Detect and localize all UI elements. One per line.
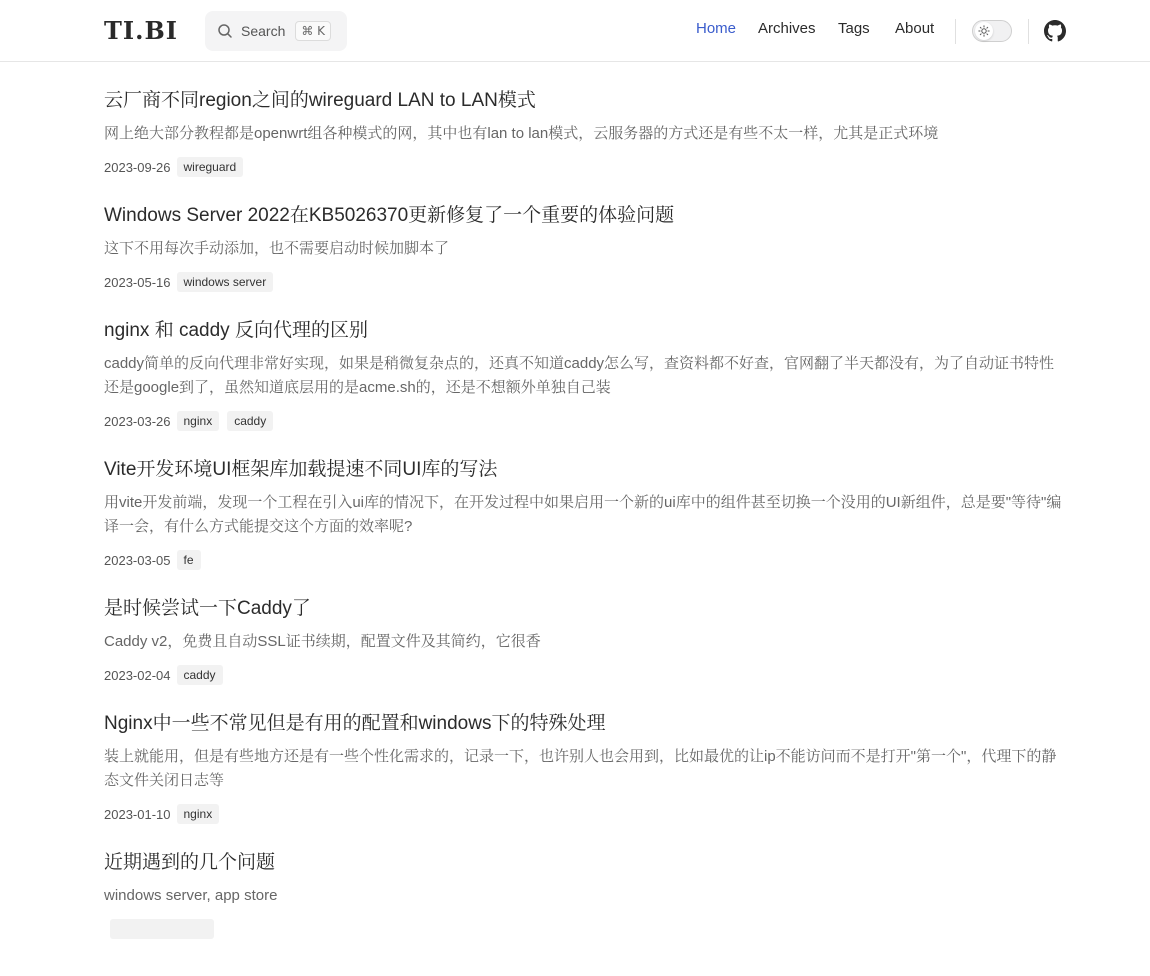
post-item [104,318,1066,432]
post-description: 这下不用每次手动添加，也不需要启动时候加脚本了 [104,240,450,257]
post-meta [104,156,1066,178]
post-tag[interactable]: windows server [177,272,274,292]
post-item [104,457,1066,571]
post-date: 2023-05-16 [104,274,171,290]
post-item [104,711,1066,825]
post-meta [104,664,1066,686]
post-date: 2023-01-10 [104,806,171,822]
post-description: 装上就能用，但是有些地方还是有一些个性化需求的，记录一下，也许别人也会用到，比如最优的让ip不能访问而不是打开"第一个"，代理下的静态文件关闭日志等 [104,748,1057,789]
post-list [104,88,1066,940]
search-shortcut: ⌘ K [295,21,331,41]
post-title[interactable]: Vite开发环境UI框架库加载提速不同UI库的写法 [104,459,498,480]
post-tag[interactable]: wireguard [177,157,244,177]
post-meta [104,803,1066,825]
post-date: 2023-02-04 [104,667,171,683]
post-title[interactable]: Nginx中一些不常见但是有用的配置和windows下的特殊处理 [104,713,606,734]
github-icon[interactable] [1044,20,1066,42]
sun-icon [975,22,993,40]
post-description: Caddy v2，免费且自动SSL证书续期，配置文件及其简约，它很香 [104,633,541,650]
post-description: caddy简单的反向代理非常好实现，如果是稍微复杂点的，还真不知道caddy怎么写，查资料都不好查，官网翻了半天都没有，为了自动证书特性还是google到了，虽然知道底层用的是acme.sh的，还是不想额外单独自己装 [104,355,1055,396]
post-date: 2023-03-26 [104,413,171,429]
post-tag[interactable]: nginx [177,804,220,824]
post-item [104,596,1066,686]
post-title[interactable]: 云厂商不同region之间的wireguard LAN to LAN模式 [104,90,536,111]
post-tag[interactable]: caddy [227,411,273,431]
post-tag[interactable]: fe [177,550,201,570]
nav-home[interactable]: Home [696,20,737,37]
post-date: 2023-03-05 [104,552,171,568]
nav-divider [1028,19,1029,44]
post-item [104,88,1066,178]
post-item [104,850,1066,940]
post-description: 网上绝大部分教程都是openwrt组各种模式的网，其中也有lan to lan模式，云服务器的方式还是有些不太一样，尤其是正式环境 [104,125,939,142]
search-label: Search [241,23,286,39]
post-meta [104,549,1066,571]
post-tag[interactable]: caddy [177,665,223,685]
post-description: windows server, app store [104,887,278,904]
post-meta [104,410,1066,432]
site-header [0,0,1150,62]
post-item [104,203,1066,293]
nav-tags[interactable]: Tags [838,20,870,37]
post-title[interactable]: Windows Server 2022在KB5026370更新修复了一个重要的体验问题 [104,205,675,226]
post-tag[interactable] [110,919,214,939]
post-meta [104,271,1066,293]
post-tag[interactable]: nginx [177,411,220,431]
post-date: 2023-09-26 [104,159,171,175]
post-description: 用vite开发前端，发现一个工程在引入ui库的情况下，在开发过程中如果启用一个新的ui库中的组件甚至切换一个没用的UI新组件，总是要"等待"编译一会，有什么方式能提交这个方面的效率呢? [104,494,1062,535]
nav-divider [955,19,956,44]
theme-toggle[interactable] [972,20,1012,42]
post-meta [104,918,1066,940]
post-title[interactable]: nginx 和 caddy 反向代理的区别 [104,320,368,341]
nav-archives[interactable]: Archives [758,20,816,37]
post-title[interactable]: 近期遇到的几个问题 [104,852,276,873]
nav-about[interactable]: About [895,20,935,37]
site-logo[interactable]: TI.BI [104,16,178,45]
post-title[interactable]: 是时候尝试一下Caddy了 [104,598,311,619]
